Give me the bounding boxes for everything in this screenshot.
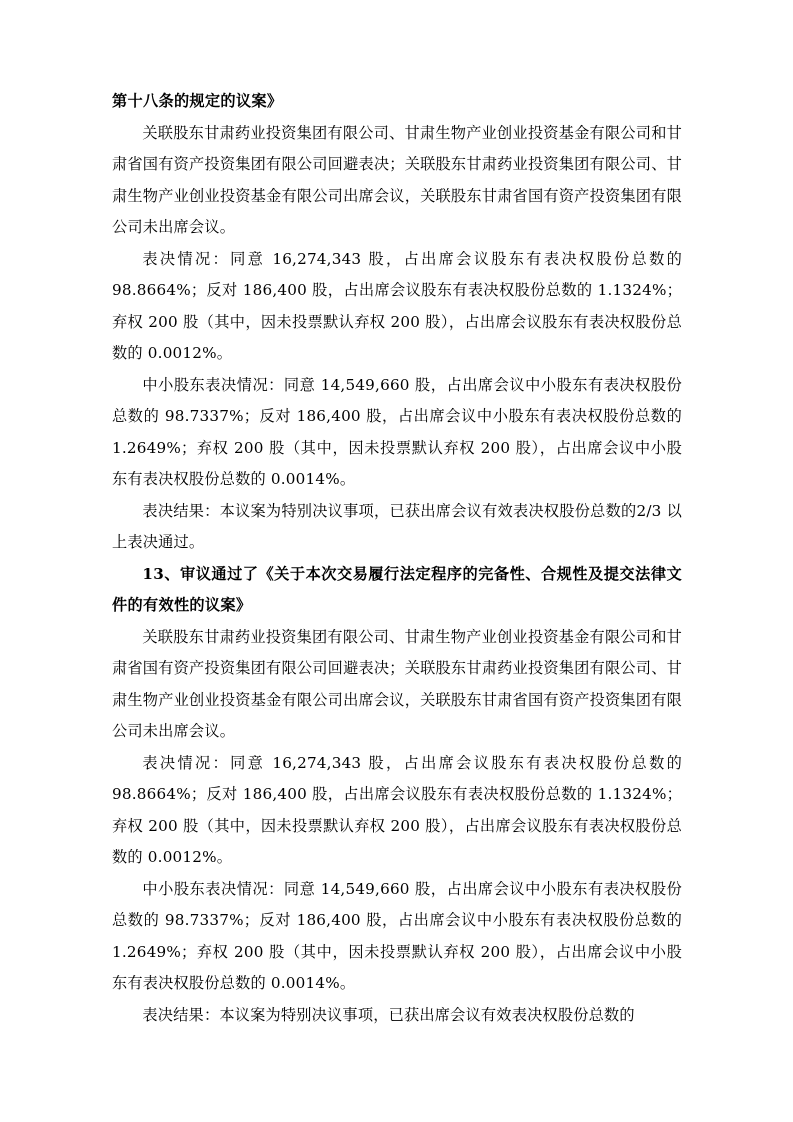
heading-item-13: 13、审议通过了《关于本次交易履行法定程序的完备性、合规性及提交法律文件的有效性的议案》	[112, 564, 682, 614]
paragraph-minority-voting-12: 中小股东表决情况：同意 14,549,660 股，占出席会议中小股东有表决权股份总数的 98.7337%；反对 186,400 股，占出席会议中小股东有表决权股份总数的 1.2649%；弃权 200 股（其中，因未投票默认弃权 200 股），占出席会议中小股东有表决权股份总数的 0.0014%。	[112, 375, 682, 488]
paragraph-voting-result-12: 表决情况：同意 16,274,343 股，占出席会议股东有表决权股份总数的98.8664%；反对 186,400 股，占出席会议股东有表决权股份总数的 1.1324%；弃权 200 股（其中，因未投票默认弃权 200 股），占出席会议股东有表决权股份总数的 0.0012%。	[112, 249, 682, 362]
paragraph-recusal-12: 关联股东甘肃药业投资集团有限公司、甘肃生物产业创业投资基金有限公司和甘肃省国有资产投资集团有限公司回避表决；关联股东甘肃药业投资集团有限公司、甘肃生物产业创业投资基金有限公司出席会议，关联股东甘肃省国有资产投资集团有限公司未出席会议。	[112, 123, 682, 236]
paragraph-conclusion-13: 表决结果：本议案为特别决议事项，已获出席会议有效表决权股份总数的	[142, 1005, 635, 1024]
page-content	[112, 86, 682, 1031]
paragraph-minority-voting-13: 中小股东表决情况：同意 14,549,660 股，占出席会议中小股东有表决权股份总数的 98.7337%；反对 186,400 股，占出席会议中小股东有表决权股份总数的 1.2649%；弃权 200 股（其中，因未投票默认弃权 200 股），占出席会议中小股东有表决权股份总数的 0.0014%。	[112, 879, 682, 992]
paragraph-voting-result-13: 表决情况：同意 16,274,343 股，占出席会议股东有表决权股份总数的98.8664%；反对 186,400 股，占出席会议股东有表决权股份总数的 1.1324%；弃权 200 股（其中，因未投票默认弃权 200 股），占出席会议股东有表决权股份总数的 0.0012%。	[112, 753, 682, 866]
heading-continuation: 第十八条的规定的议案》	[112, 92, 283, 110]
paragraph-conclusion-12: 表决结果：本议案为特别决议事项，已获出席会议有效表决权股份总数的2/3 以上表决通过。	[112, 501, 682, 551]
paragraph-recusal-13: 关联股东甘肃药业投资集团有限公司、甘肃生物产业创业投资基金有限公司和甘肃省国有资产投资集团有限公司回避表决；关联股东甘肃药业投资集团有限公司、甘肃生物产业创业投资基金有限公司出席会议，关联股东甘肃省国有资产投资集团有限公司未出席会议。	[112, 627, 682, 740]
